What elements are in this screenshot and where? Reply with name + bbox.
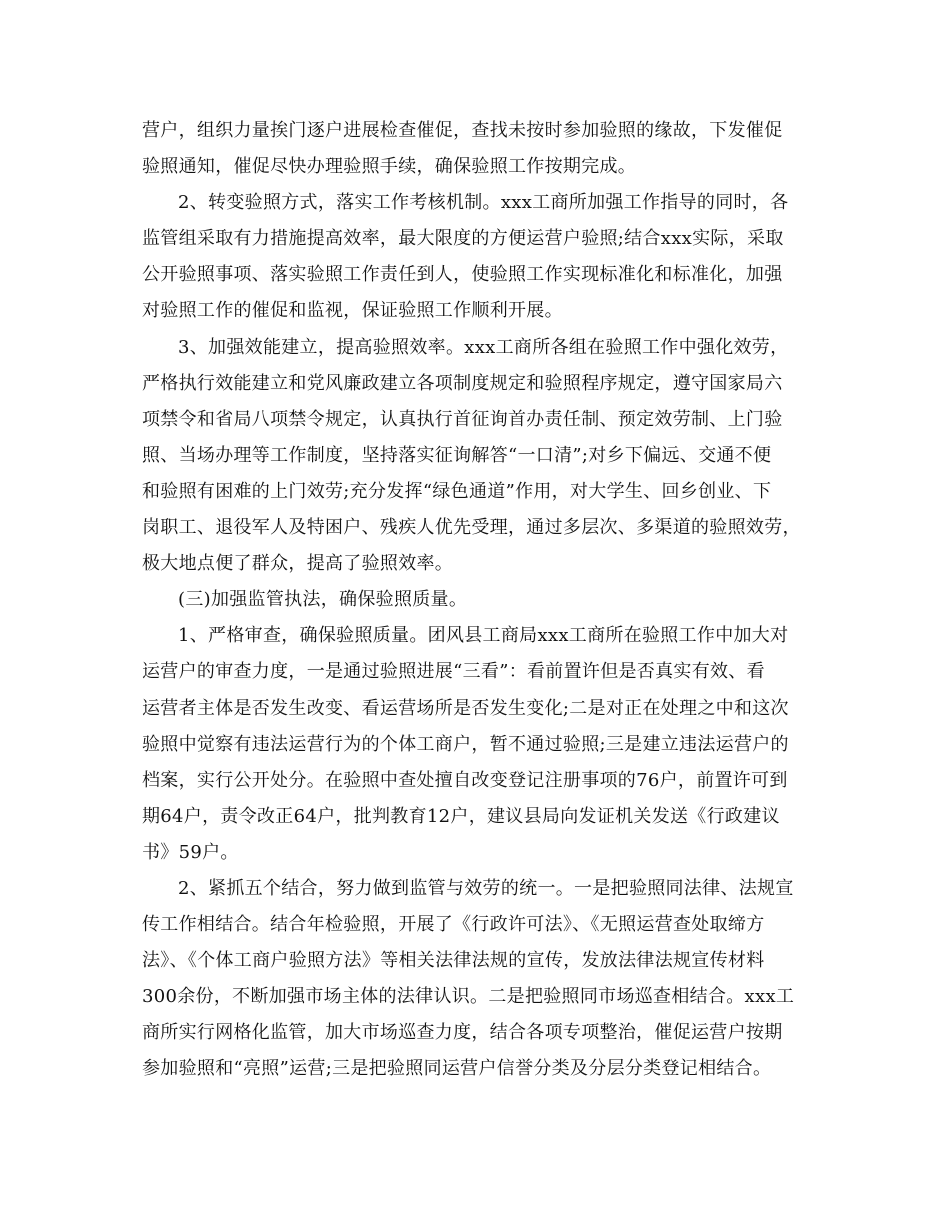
text-line: 验照通知，催促尽快办理验照手续，确保验照工作按期完成。 xyxy=(142,156,637,178)
text-line: 档案，实行公开处分。在验照中查处擅自改变登记注册事项的76户，前置许可到 xyxy=(142,769,788,791)
text-line: 验照中觉察有违法运营行为的个体工商户，暂不通过验照;三是建立违法运营户的 xyxy=(142,733,789,755)
text-line: 2、紧抓五个结合，努力做到监管与效劳的统一。一是把验照同法律、法规宣 xyxy=(178,877,794,899)
text-line: 期64户，责令改正64户，批判教育12户，建议县局向发证机关发送《行政建议 xyxy=(142,805,780,827)
text-line: 书》59户。 xyxy=(142,841,239,863)
text-line: 公开验照事项、落实验照工作责任到人，使验照工作实现标准化和标准化，加强 xyxy=(142,264,783,286)
text-line: 严格执行效能建立和党风廉政建立各项制度规定和验照程序规定，遵守国家局六 xyxy=(142,372,783,394)
text-line: 项禁令和省局八项禁令规定，认真执行首征询首办责任制、预定效劳制、上门验 xyxy=(142,408,783,430)
text-line: 监管组采取有力措施提高效率，最大限度的方便运营户验照;结合xxx实际，采取 xyxy=(142,228,784,250)
text-line: 营户，组织力量挨门逐户进展检查催促，查找未按时参加验照的缘故，下发催促 xyxy=(142,120,783,141)
text-line: 运营户的审查力度，一是通过验照进展“三看”：看前置许但是否真实有效、看 xyxy=(142,661,765,683)
text-line: 极大地点便了群众，提高了验照效率。 xyxy=(142,553,454,575)
text-line: 2、转变验照方式，落实工作考核机制。xxx工商所加强工作指导的同时，各 xyxy=(178,192,789,214)
text-line: 1、严格审查，确保验照质量。团风县工商局xxx工商所在验照工作中加大对 xyxy=(178,625,789,647)
text-line: 传工作相结合。结合年检验照，开展了《行政许可法》、《无照运营查处取缔方 xyxy=(142,914,765,936)
text-line: 运营者主体是否发生改变、看运营场所是否发生变化;二是对正在处理之中和这次 xyxy=(142,697,789,719)
text-line: 参加验照和“亮照”运营;三是把验照同运营户信誉分类及分层分类登记相结合。 xyxy=(142,1058,772,1080)
text-line: (三)加强监管执法，确保验照质量。 xyxy=(178,589,468,611)
document-body xyxy=(142,113,808,1088)
text-line: 3、加强效能建立，提高验照效率。xxx工商所各组在验照工作中强化效劳， xyxy=(178,336,789,358)
text-line: 照、当场办理等工作制度，坚持落实征询解答“一口清”;对乡下偏远、交通不便 xyxy=(142,444,772,466)
text-line: 岗职工、退役军人及特困户、残疾人优先受理，通过多层次、多渠道的验照效劳， xyxy=(142,517,801,539)
text-line: 法》、《个体工商户验照方法》等相关法律法规的宣传，发放法律法规宣传材料 xyxy=(142,950,765,972)
text-line: 和验照有困难的上门效劳;充分发挥“绿色通道”作用，对大学生、回乡创业、下 xyxy=(142,480,772,502)
text-line: 商所实行网格化监管，加大市场巡查力度，结合各项专项整治，催促运营户按期 xyxy=(142,1022,783,1044)
text-line: 对验照工作的催促和监视，保证验照工作顺利开展。 xyxy=(142,300,563,322)
text-line: 300余份，不断加强市场主体的法律认识。二是把验照同市场巡查相结合。xxx工 xyxy=(142,986,795,1008)
